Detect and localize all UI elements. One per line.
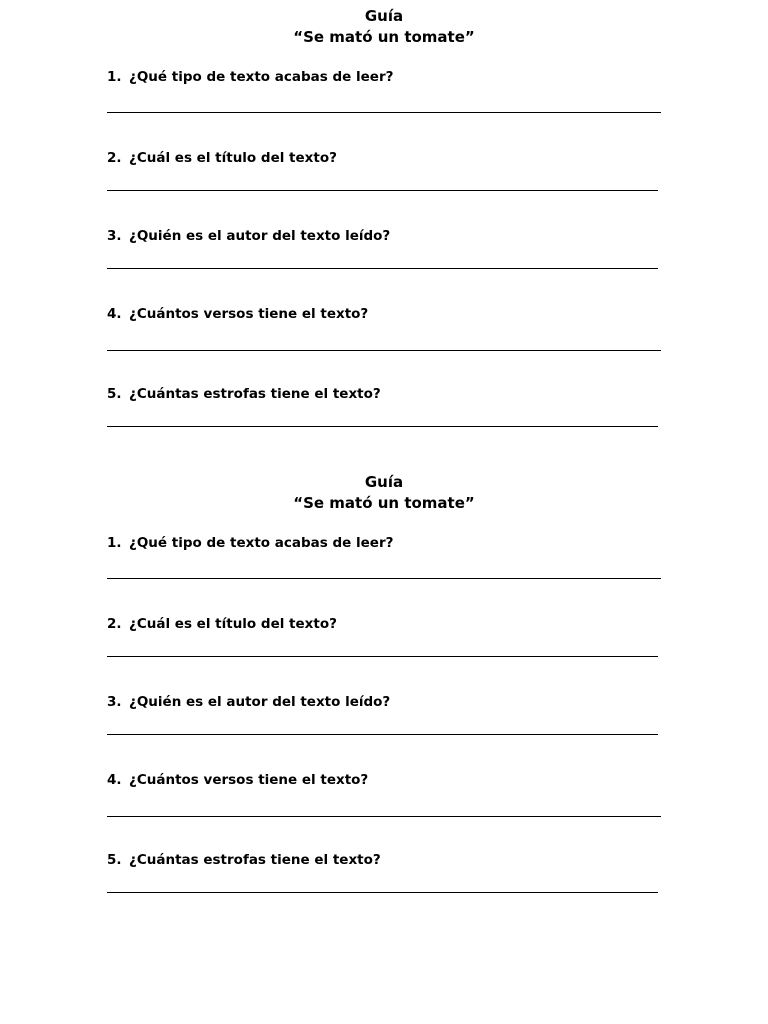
question-5 [107, 851, 381, 869]
question-1 [107, 68, 393, 86]
question-number: 3. [107, 694, 122, 710]
question-number: 1. [107, 69, 122, 85]
question-5 [107, 385, 381, 403]
question-2 [107, 615, 337, 633]
guide-subtitle: “Se mató un tomate” [293, 494, 475, 512]
question-1 [107, 534, 393, 552]
question-text: ¿Cuántas estrofas tiene el texto? [129, 852, 381, 868]
question-number: 2. [107, 616, 122, 632]
question-text: ¿Qué tipo de texto acabas de leer? [129, 535, 394, 551]
question-number: 5. [107, 386, 122, 402]
question-2 [107, 149, 337, 167]
question-text: ¿Cuántos versos tiene el texto? [129, 306, 369, 322]
question-text: ¿Quién es el autor del texto leído? [129, 228, 391, 244]
guide-section-1 [0, 6, 768, 402]
answer-line-2[interactable] [107, 656, 658, 657]
question-number: 5. [107, 852, 122, 868]
guide-title: Guía [364, 7, 404, 25]
question-4 [107, 305, 368, 323]
answer-line-2[interactable] [107, 190, 658, 191]
guide-subtitle: “Se mató un tomate” [293, 28, 475, 46]
question-3 [107, 227, 390, 245]
question-number: 1. [107, 535, 122, 551]
answer-line-3[interactable] [107, 734, 658, 735]
question-text: ¿Cuál es el título del texto? [129, 616, 337, 632]
guide-section-2 [0, 472, 768, 868]
question-number: 4. [107, 306, 122, 322]
question-text: ¿Qué tipo de texto acabas de leer? [129, 69, 394, 85]
answer-line-1[interactable] [107, 578, 661, 579]
answer-line-4[interactable] [107, 816, 661, 817]
answer-line-1[interactable] [107, 112, 661, 113]
question-text: ¿Cuántas estrofas tiene el texto? [129, 386, 381, 402]
question-text: ¿Cuál es el título del texto? [129, 150, 337, 166]
guide-title: Guía [364, 473, 404, 491]
answer-line-4[interactable] [107, 350, 661, 351]
question-text: ¿Quién es el autor del texto leído? [129, 694, 391, 710]
question-number: 2. [107, 150, 122, 166]
answer-line-3[interactable] [107, 268, 658, 269]
answer-line-5[interactable] [107, 426, 658, 427]
answer-line-5[interactable] [107, 892, 658, 893]
question-4 [107, 771, 368, 789]
question-text: ¿Cuántos versos tiene el texto? [129, 772, 369, 788]
question-3 [107, 693, 390, 711]
question-number: 4. [107, 772, 122, 788]
question-number: 3. [107, 228, 122, 244]
